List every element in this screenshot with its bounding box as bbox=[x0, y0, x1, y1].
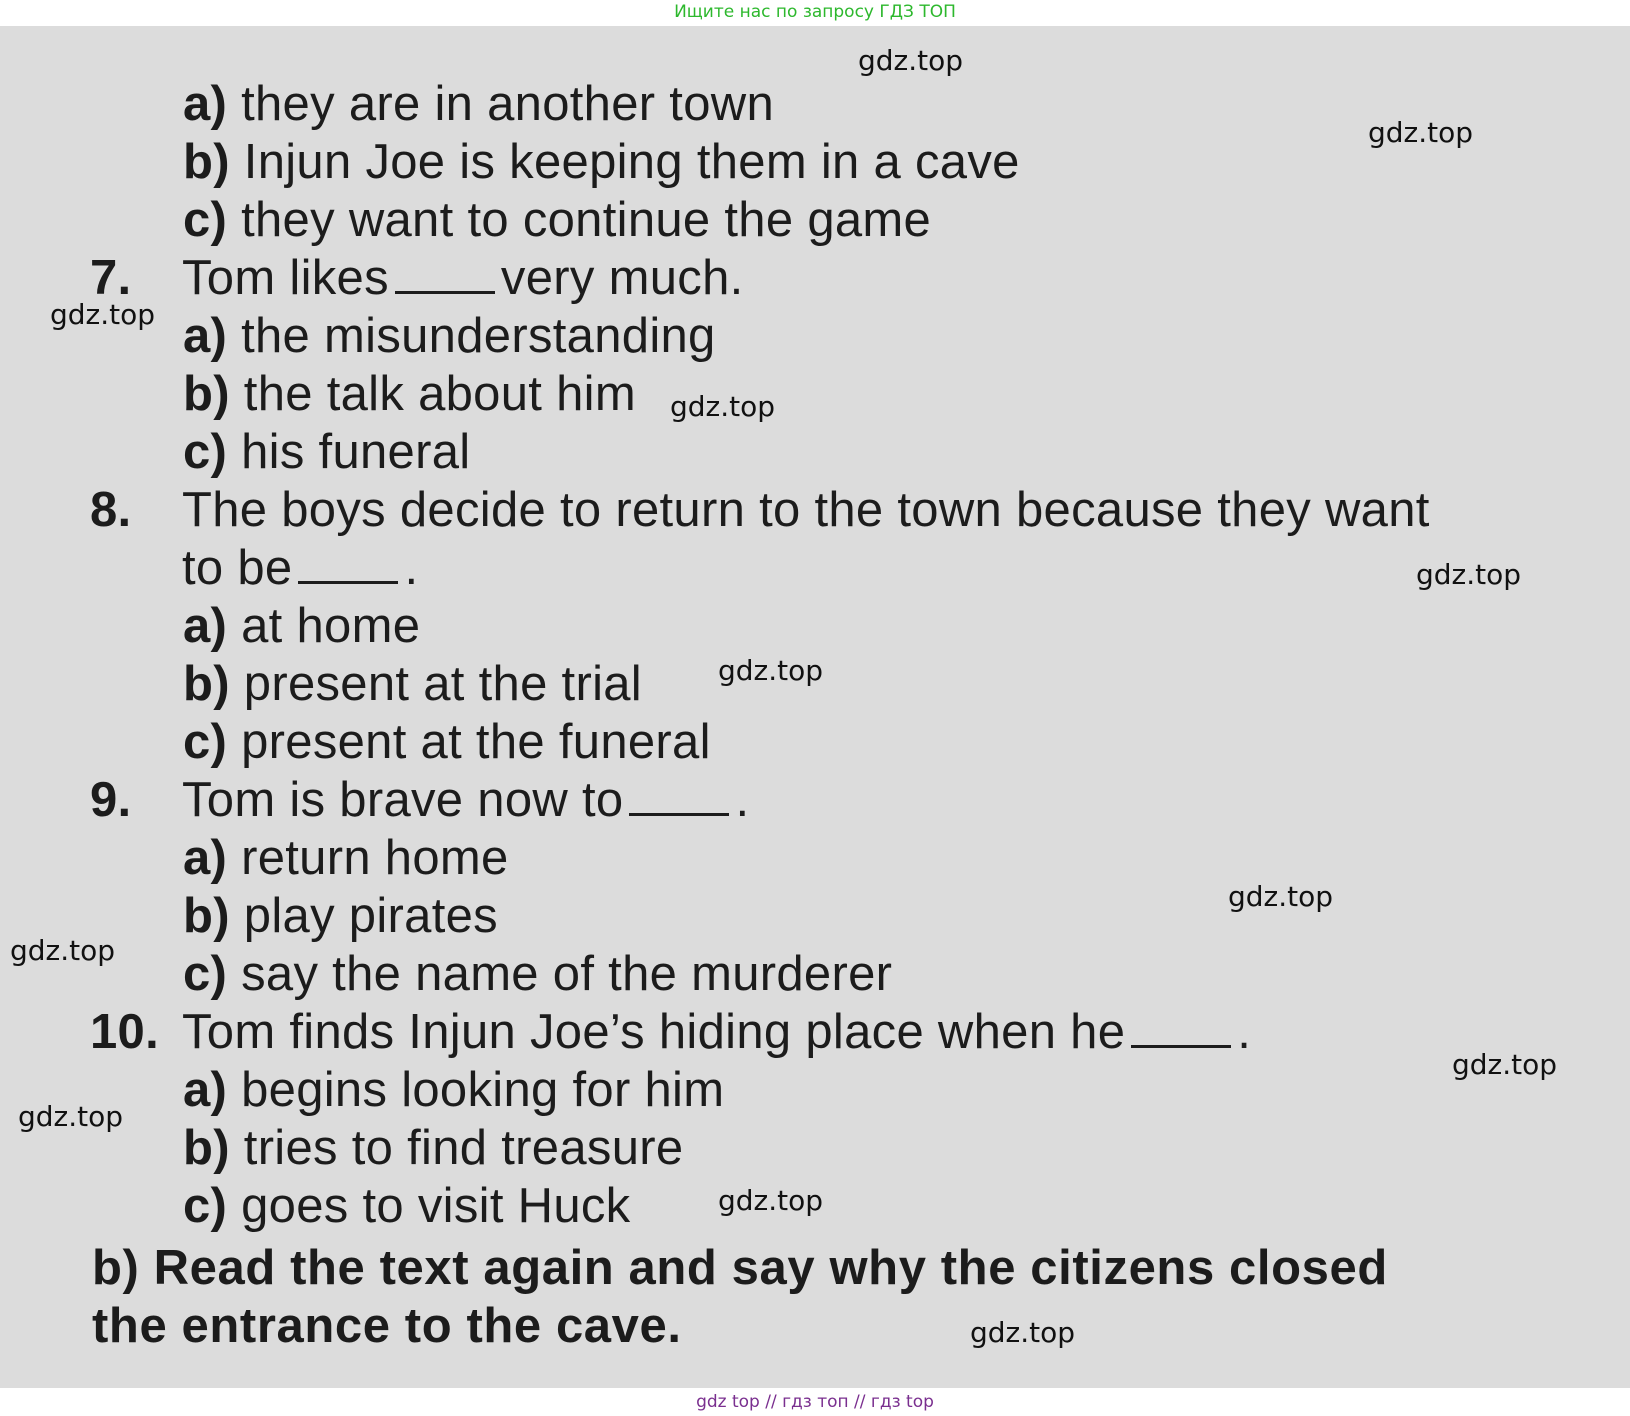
watermark: gdz.top bbox=[1228, 880, 1334, 913]
q10-option-b bbox=[183, 1120, 683, 1176]
q6-option-a bbox=[183, 76, 774, 132]
question-number: 9. bbox=[90, 773, 132, 827]
option-text: present at the trial bbox=[243, 657, 642, 711]
q8-stem-line2 bbox=[182, 540, 418, 596]
q7-stem bbox=[90, 250, 744, 306]
stem-text: The boys decide to return to the town because they want bbox=[182, 483, 1430, 537]
question-number: 10. bbox=[90, 1005, 160, 1059]
watermark: gdz.top bbox=[1416, 558, 1522, 591]
option-letter: a) bbox=[183, 599, 228, 653]
q9-option-a bbox=[183, 830, 509, 886]
watermark: gdz.top bbox=[1368, 116, 1474, 149]
option-letter: a) bbox=[183, 831, 228, 885]
q7-option-b bbox=[183, 366, 636, 422]
q9-option-b bbox=[183, 888, 498, 944]
option-text: play pirates bbox=[243, 889, 498, 943]
answer-blank bbox=[298, 541, 398, 584]
q8-stem-line1 bbox=[90, 482, 1430, 538]
textbook-page bbox=[0, 26, 1630, 1388]
watermark: gdz.top bbox=[718, 654, 824, 687]
q7-option-a bbox=[183, 308, 716, 364]
stem-before: to be bbox=[182, 541, 293, 595]
option-text: present at the funeral bbox=[241, 715, 711, 769]
watermark: gdz.top bbox=[10, 934, 116, 967]
question-number: 7. bbox=[90, 251, 132, 305]
option-text: tries to find treasure bbox=[243, 1121, 684, 1175]
question-number: 8. bbox=[90, 483, 132, 537]
watermark: gdz.top bbox=[50, 298, 156, 331]
q8-option-c bbox=[183, 714, 711, 770]
stem-before: Tom likes bbox=[182, 251, 389, 305]
q9-option-c bbox=[183, 946, 892, 1002]
q10-option-a bbox=[183, 1062, 724, 1118]
top-banner[interactable]: Ищите нас по запросу ГДЗ ТОП bbox=[674, 2, 956, 22]
option-letter: b) bbox=[183, 367, 230, 421]
watermark: gdz.top bbox=[858, 44, 964, 77]
option-text: Injun Joe is keeping them in a cave bbox=[243, 135, 1020, 189]
answer-blank bbox=[395, 251, 495, 294]
q10-option-c bbox=[183, 1178, 630, 1234]
part-b-line2: the entrance to the cave. bbox=[92, 1299, 682, 1353]
option-text: at home bbox=[241, 599, 421, 653]
stem-after: . bbox=[1237, 1005, 1252, 1059]
option-text: the talk about him bbox=[243, 367, 636, 421]
stem-after: . bbox=[735, 773, 750, 827]
option-letter: a) bbox=[183, 77, 228, 131]
q6-option-b bbox=[183, 134, 1020, 190]
stem-before: Tom finds Injun Joe’s hiding place when he bbox=[182, 1005, 1126, 1059]
option-text: his funeral bbox=[241, 425, 471, 479]
option-letter: c) bbox=[183, 715, 228, 769]
option-letter: a) bbox=[183, 1063, 228, 1117]
answer-blank bbox=[1131, 1005, 1231, 1048]
option-text: begins looking for him bbox=[241, 1063, 725, 1117]
option-text: say the name of the murderer bbox=[241, 947, 893, 1001]
q6-option-c bbox=[183, 192, 931, 248]
watermark: gdz.top bbox=[970, 1316, 1076, 1349]
option-text: the misunderstanding bbox=[241, 309, 716, 363]
option-letter: c) bbox=[183, 947, 228, 1001]
q10-stem bbox=[90, 1004, 1251, 1060]
option-letter: b) bbox=[183, 135, 230, 189]
option-letter: a) bbox=[183, 309, 228, 363]
stem-after: . bbox=[404, 541, 419, 595]
q9-stem bbox=[90, 772, 749, 828]
watermark: gdz.top bbox=[670, 390, 776, 423]
q8-option-a bbox=[183, 598, 420, 654]
stem-before: Tom is brave now to bbox=[182, 773, 624, 827]
option-letter: c) bbox=[183, 425, 228, 479]
option-letter: b) bbox=[183, 657, 230, 711]
option-text: they want to continue the game bbox=[241, 193, 932, 247]
bottom-banner[interactable]: gdz top // гдз топ // гдз top bbox=[696, 1392, 934, 1412]
watermark: gdz.top bbox=[718, 1184, 824, 1217]
option-letter: c) bbox=[183, 1179, 228, 1233]
q8-option-b bbox=[183, 656, 642, 712]
option-text: they are in another town bbox=[241, 77, 775, 131]
option-letter: b) bbox=[183, 1121, 230, 1175]
option-text: return home bbox=[241, 831, 509, 885]
option-text: goes to visit Huck bbox=[241, 1179, 631, 1233]
watermark: gdz.top bbox=[1452, 1048, 1558, 1081]
answer-blank bbox=[629, 773, 729, 816]
q7-option-c bbox=[183, 424, 470, 480]
watermark: gdz.top bbox=[18, 1100, 124, 1133]
option-letter: c) bbox=[183, 193, 228, 247]
part-b-line1: b) Read the text again and say why the citizens closed bbox=[92, 1241, 1388, 1295]
option-letter: b) bbox=[183, 889, 230, 943]
stem-after: very much. bbox=[500, 251, 744, 305]
